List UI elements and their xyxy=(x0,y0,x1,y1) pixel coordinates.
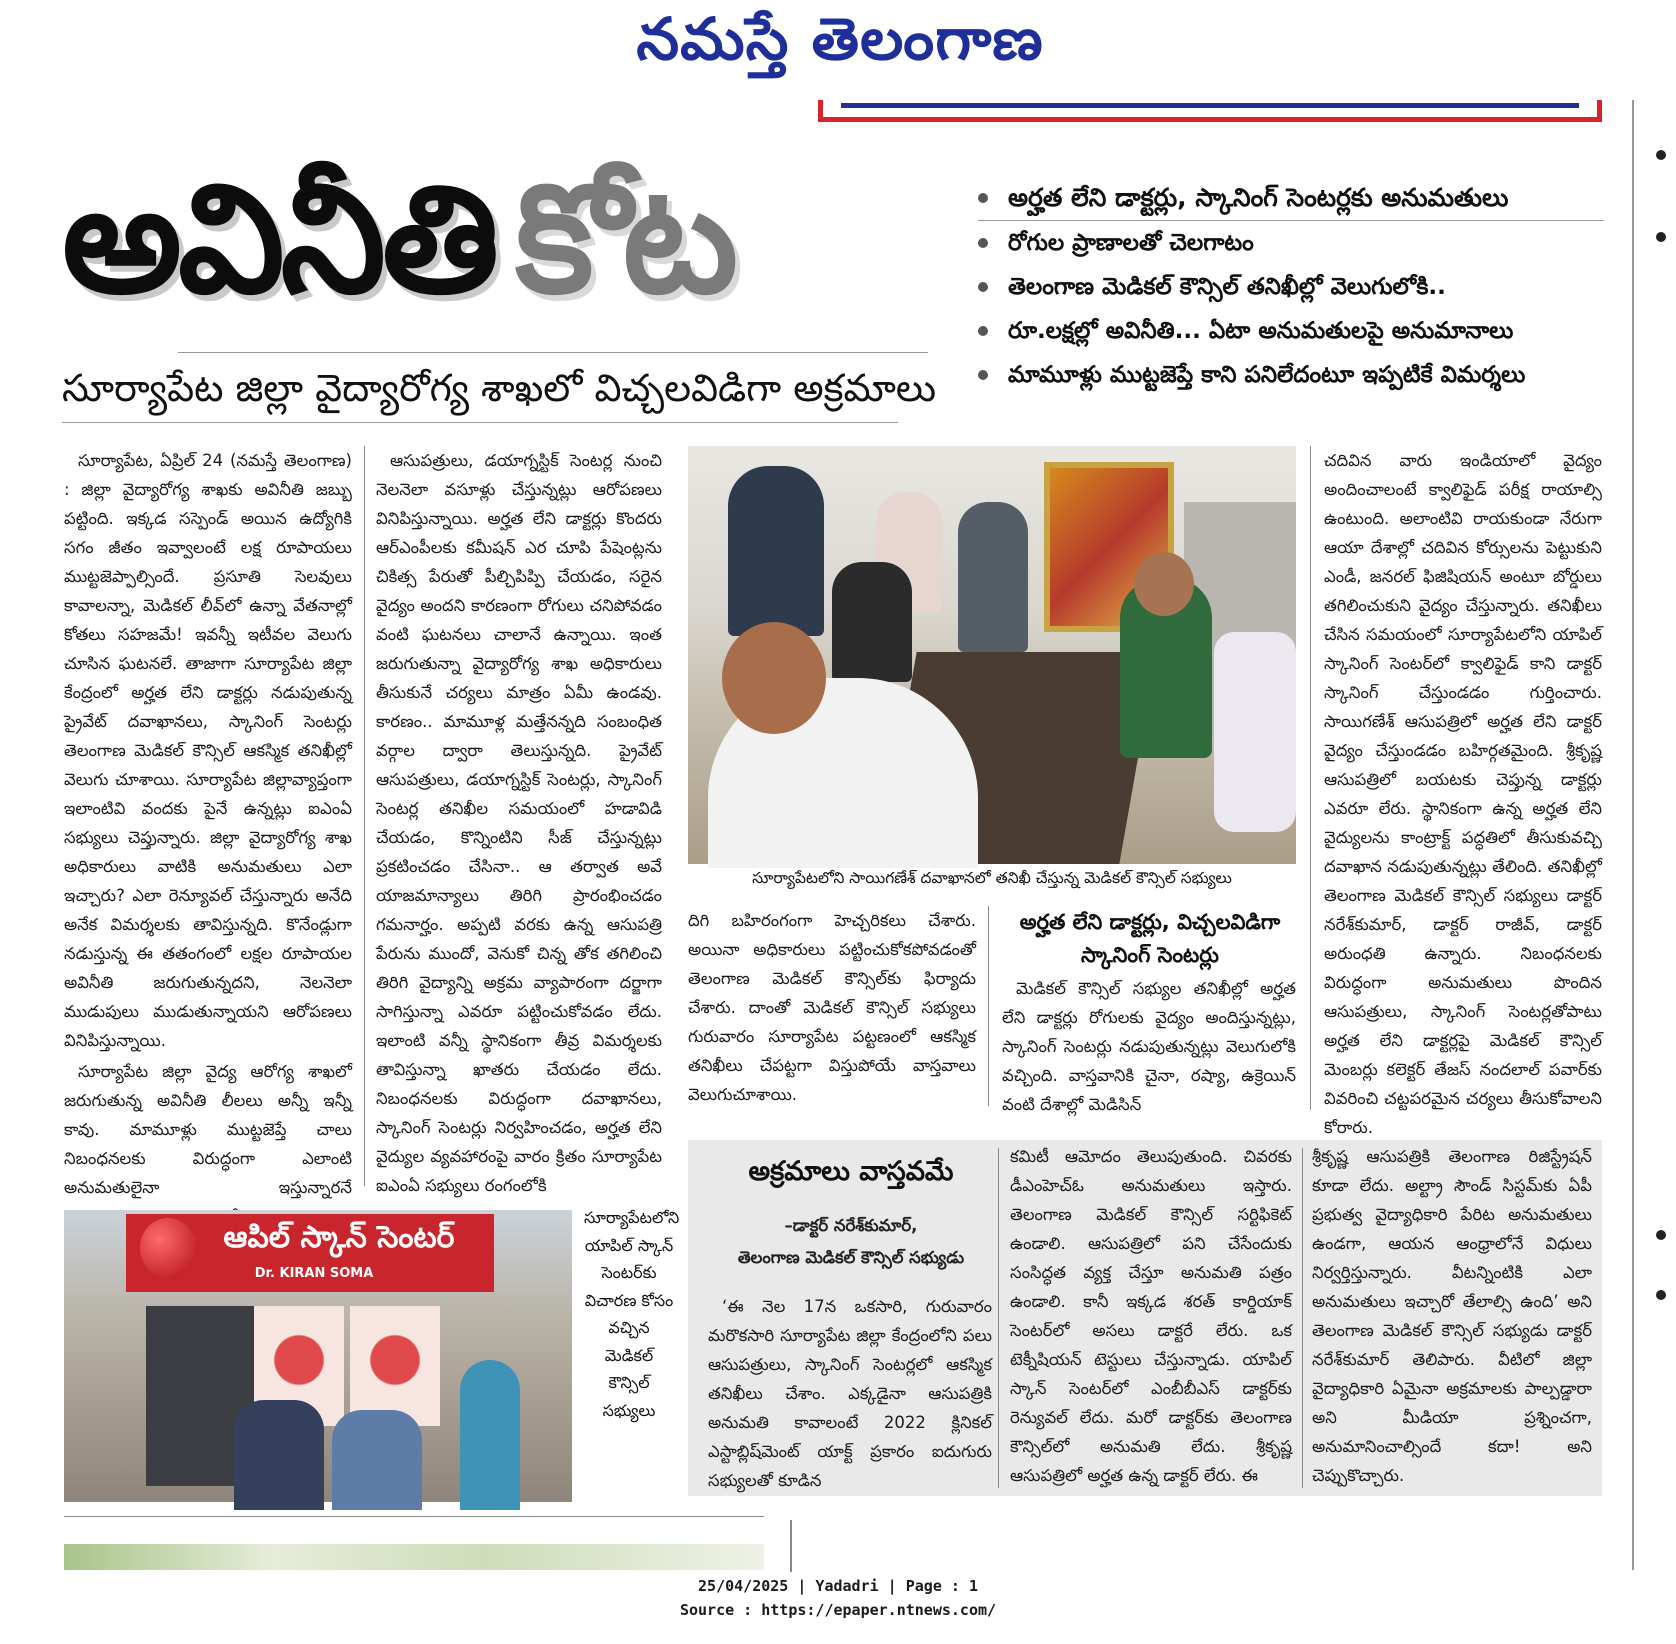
article-paragraph: ‘ఈ నెల 17న ఒకసారి, గురువారం మరొకసారి సూర్యాపేట జిల్లా కేంద్రంలోని పలు ఆసుపత్రులు, స్కానింగ్ సెంటర్లలో ఆకస్మిక తనిఖీలు చేశాం. ఎక్కడైనా ఆసుపత్రికి అనుమతి కావాలంటే 2022 క్లినికల్ ఎస్టాబ్లిష్‌మెంట్ యాక్ట్ ప్రకారం ఐదుగురు సభ్యులతో కూడిన xyxy=(708,1297,992,1490)
photo-caption: సూర్యాపేటలోని యాపిల్ స్కాన్ సెంటర్‌కు విచారణ కోసం వచ్చిన మెడికల్ కౌన్సిల్ సభ్యులు xyxy=(584,1208,680,1420)
column-divider xyxy=(988,906,989,1106)
article-column-4 xyxy=(1002,974,1296,1114)
box-column-1 xyxy=(708,1292,992,1492)
column-divider-right xyxy=(1632,100,1634,1570)
article-paragraph: దిగి బహిరంగంగా హెచ్చరికలు చేశారు. అయినా అధికారులు పట్టించుకోకపోవడంతో తెలంగాణ మెడికల్ కౌన్సిల్‌కు ఫిర్యాదు చేశారు. దాంతో మెడికల్ కౌన్సిల్ సభ్యులు గురువారం సూర్యాపేట పట్టణంలో ఆకస్మిక తనిఖీలు చేపట్టగా విస్తుపోయే వాస్తవాలు వెలుగుచూశాయి. xyxy=(688,911,976,1104)
headline-part-1: అవినీతి xyxy=(62,153,496,327)
subheadline: సూర్యాపేట జిల్లా వైద్యారోగ్య శాఖలో విచ్చలవిడిగా అక్రమాలు xyxy=(62,366,936,410)
bullet-dot-icon xyxy=(1656,1290,1666,1300)
bullet-dot-icon xyxy=(978,326,988,336)
bullet-dot-icon xyxy=(1656,232,1666,242)
subhead-rule-top xyxy=(178,352,928,353)
article-column-1 xyxy=(64,446,352,1197)
box-author-name: –డాక్టర్ నరేశ్‌కుమార్, xyxy=(784,1216,918,1235)
scan-centre-photo xyxy=(64,1210,572,1502)
shop-sign-title: ఆపిల్ స్కాన్ సెంటర్ xyxy=(223,1220,455,1255)
apple-logo-icon xyxy=(140,1218,196,1278)
next-story-headline-cut xyxy=(816,1540,1616,1572)
bullet-item: అర్హత లేని డాక్టర్లు, స్కానింగ్ సెంటర్లకు అనుమతులు xyxy=(978,176,1604,221)
article-paragraph: సూర్యాపేట, ఏప్రిల్ 24 (నమస్తే తెలంగాణ) : జిల్లా వైద్యారోగ్య శాఖకు అవినీతి జబ్బు పట్టింది. ఇక్కడ సస్పెండ్ అయిన ఉద్యోగికి సగం జీతం ఇవ్వాలంటే లక్ష రూపాయలు ముట్టజెప్పాల్సిందే. ప్రసూతి సెలవులు కావాలన్నా, మెడికల్ లీవ్‌లో ఉన్నా వేతనాల్లో కోతలు సహజమే! ఇవన్నీ ఇటీవల వెలుగు చూసిన ఘటనలే. తాజాగా సూర్యాపేట జిల్లా కేంద్రంలో అర్హత లేని డాక్టర్లు నడుపుతున్న ప్రైవేట్ దవాఖానలు, స్కానింగ్ సెంటర్లు తెలంగాణ మెడికల్ కౌన్సిల్ ఆకస్మిక తనిఖీల్లో వెలుగు చూశాయి. సూర్యాపేట జిల్లావ్యాప్తంగా ఇలాంటివి వందకు పైనే ఉన్నట్లు ఐఎంఏ సభ్యులు చెప్తున్నారు. జిల్లా వైద్యారోగ్య శాఖ అధికారులు వాటికి అనుమతులు ఎలా ఇచ్చారు? ఎలా రెన్యూవల్ చేస్తున్నారు అనేది అనేక విమర్శలకు తావిస్తున్నది. కొనేండ్లుగా నడుస్తున్న ఈ తతంగంలో లక్షల రూపాయల అవినీతి జరుగుతున్నదని, నెలనెలా ముడుపులు ముడుతున్నాయని ఆరోపణలు వినిపిస్తున్నాయి. xyxy=(64,451,352,1050)
bullet-item: మామూళ్లు ముట్టజెప్తే కాని పనిలేదంటూ ఇప్పటికే విమర్శలు xyxy=(978,353,1604,397)
box-author-role: తెలంగాణ మెడికల్ కౌన్సిల్ సభ్యుడు xyxy=(737,1248,965,1267)
masthead-rule xyxy=(818,100,1602,122)
section-subheading: అర్హత లేని డాక్టర్లు, విచ్చలవిడిగా స్కానింగ్ సెంటర్లు xyxy=(1019,910,1281,967)
article-column-5 xyxy=(1324,446,1602,1137)
box-author xyxy=(706,1210,996,1274)
bullet-dot-icon xyxy=(978,238,988,248)
page-footer xyxy=(0,1574,1676,1634)
article-paragraph: కమిటీ ఆమోదం తెలుపుతుంది. చివరకు డీఎంహెచ్‌ఓ అనుమతులు ఇస్తారు. తెలంగాణ మెడికల్ కౌన్సిల్ సర్టిఫికెట్ ఉండాలి. ఆసుపత్రిలో పని చేసేందుకు సంసిద్ధత వ్యక్త చేస్తూ అనుమతి పత్రం ఉండాలి. కానీ ఇక్కడ శరత్ కార్డియాక్ సెంటర్‌లో అసలు డాక్టరే లేరు. ఒక టెక్నీషియన్ టెస్టులు చేస్తున్నాడు. యాపిల్ స్కాన్ సెంటర్‌లో ఎంబీబీఎస్ డాక్టర్‌కు రెన్యువల్ లేదు. మరో డాక్టర్‌కు తెలంగాణ కౌన్సిల్‌లో అనుమతి లేదు. శ్రీకృష్ణ ఆసుపత్రిలో అర్హత ఉన్న డాక్టర్ లేరు. ఈ xyxy=(1010,1147,1292,1485)
box-column-3 xyxy=(1312,1142,1592,1492)
next-story-photo-strip xyxy=(64,1544,764,1570)
article-column-2 xyxy=(376,446,662,1195)
column-divider xyxy=(1310,446,1311,1110)
section-rule xyxy=(64,1516,764,1517)
article-paragraph: చదివిన వారు ఇండియాలో వైద్యం అందించాలంటే క్వాలిఫైడ్ పరీక్ష రాయాల్సి ఉంటుంది. అలాంటివి రాయకుండా నేరుగా ఆయా దేశాల్లో చదివిన కోర్సులను పెట్టుకుని ఎండీ, జనరల్ ఫిజిషియన్ అంటూ బోర్డులు తగిలించుకుని వైద్యం చేస్తున్నారు. తనిఖీలు చేసిన సమయంలో సూర్యాపేటలోని యాపిల్ స్కానింగ్ సెంటర్‌లో క్వాలిఫైడ్ కాని డాక్టర్ స్కానింగ్ చేస్తుండడం గుర్తించారు. సాయిగణేశ్ ఆసుపత్రిలో అర్హత లేని డాక్టర్ వైద్యం చేస్తుండడం బహిర్గతమైంది. శ్రీకృష్ణ ఆసుపత్రిలో బయటకు చెప్తున్న డాక్టర్లు ఎవరూ లేరు. స్థానికంగా ఉన్న అర్హత లేని వైద్యులను కాంట్రాక్ట్ పద్ధతిలో తీసుకువచ్చి దవాఖాన నడుపుతున్నట్లు తేలింది. తనిఖీల్లో తెలంగాణ మెడికల్ కౌన్సిల్ సభ్యులు డాక్టర్ నరేశ్‌కుమార్, డాక్టర్ రాజీవ్, డాక్టర్ అరుంధతి ఉన్నారు. నిబంధనలకు విరుద్ధంగా అనుమతులు పొందిన ఆసుపత్రులు, స్కానింగ్ సెంటర్లతోపాటు అర్హత లేని డాక్టర్లపై మెడికల్ కౌన్సిల్ మెంబర్లు కలెక్టర్ తేజస్ నందలాల్ పవార్‌కు వివరించి చట్టపరమైన చర్యలు తీసుకోవాలని కోరారు. xyxy=(1324,451,1602,1137)
headline-part-2: కోట xyxy=(515,153,735,327)
article-paragraph: ఆసుపత్రులు, డయాగ్నస్టిక్ సెంటర్ల నుంచి నెలనెలా వసూళ్లు చేస్తున్నట్లు ఆరోపణలు వినిపిస్తున్నాయి. అర్హత లేని డాక్టర్లు కొందరు ఆర్‌ఎంపీలకు కమీషన్ ఎర చూపి పేషెంట్లను చికిత్స పేరుతో పీల్చిపిప్పి చేయడం, సరైన వైద్యం అందని కారణంగా రోగులు చనిపోవడం వంటి ఘటనలు చాలానే ఉన్నాయి. ఇంత జరుగుతున్నా వైద్యారోగ్య శాఖ అధికారులు తీసుకునే చర్యలు మాత్రం ఏమీ ఉండవు. కారణం.. మామూళ్ల మత్తేనన్నది సంబంధిత వర్గాల ద్వారా తెలుస్తున్నది. ప్రైవేట్ ఆసుపత్రులు, డయాగ్నస్టిక్ సెంటర్లు, స్కానింగ్ సెంటర్ల తనిఖీల సమయంలో హడావిడి చేయడం, కొన్నింటిని సీజ్ చేస్తున్నట్లు ప్రకటించడం చేసినా.. ఆ తర్వాత అవే యాజమాన్యాలు తిరిగి ప్రారంభించడం గమనార్హం. అప్పటి వరకు ఉన్న ఆసుపత్రి పేరును ముందో, వెనుకో చిన్న తోక తగిలించి తిరిగి వైద్యాన్ని అక్రమ వ్యాపారంగా దర్జాగా సాగిస్తున్నా ఎవరూ పట్టించుకోవడం లేదు. ఇలాంటి వన్నీ స్థానికంగా తీవ్ర విమర్శలకు తావిస్తున్నా ఖాతరు చేయడం లేదు. నిబంధనలకు విరుద్ధంగా దవాఖానలు, స్కానింగ్ సెంటర్లు నిర్వహించడం, అర్హత లేని వైద్యుల వ్యవహారంపై వారం క్రితం సూర్యాపేట ఐఎంఏ సభ్యులు రంగంలోకి xyxy=(376,451,662,1195)
box-column-2 xyxy=(1010,1142,1292,1492)
article-paragraph: మెడికల్ కౌన్సిల్ సభ్యుల తనిఖీల్లో అర్హత లేని డాక్టర్లు రోగులకు వైద్యం అందిస్తున్నట్లు, స్కానింగ్ సెంటర్లు నడుపుతున్నట్లు వెలుగులోకి వచ్చింది. వాస్తవానికి చైనా, రష్యా, ఉక్రెయిన్ వంటి దేశాల్లో మెడిసిన్ xyxy=(1002,979,1296,1114)
column-divider xyxy=(998,1148,999,1488)
article-paragraph: శ్రీకృష్ణ ఆసుపత్రికి తెలంగాణ రిజిస్ట్రేషన్ కూడా లేదు. అల్ట్రా సౌండ్ సిస్టమ్‌కు ఏపీ ప్రభుత్వ వైద్యాధికారి పేరిట అనుమతులు ఉండగా, ఆయన ఆంధ్రాలోనే విధులు నిర్వర్తిస్తున్నారు. వీటన్నింటికి ఎలా అనుమతులు ఇచ్చారో తేలాల్సి ఉంది’ అని తెలంగాణ మెడికల్ కౌన్సిల్ సభ్యుడు డాక్టర్ నరేశ్‌కుమార్ తెలిపారు. వీటిలో జిల్లా వైద్యాధికారి ఏమైనా అక్రమాలకు పాల్పడ్డారా అని మీడియా ప్రశ్నించగా, అనుమానించాల్సిందే కదా! అని చెప్పుకొచ్చారు. xyxy=(1312,1147,1592,1485)
bullet-item: రూ.లక్షల్లో అవినీతి... ఏటా అనుమతులపై అనుమానాలు xyxy=(978,309,1604,353)
highlight-bullets xyxy=(978,176,1604,397)
article-column-3 xyxy=(688,906,976,1102)
box-title: అక్రమాలు వాస్తవమే xyxy=(748,1156,954,1187)
masthead-title: నమస్తే తెలంగాణ xyxy=(636,5,1044,73)
headline xyxy=(62,150,962,330)
bullet-dot-icon xyxy=(978,370,988,380)
bullet-dot-icon xyxy=(1656,150,1666,160)
shop-sign-doctor: Dr. KIRAN SOMA xyxy=(254,1266,374,1281)
footer-date-edition: 25/04/2025 | Yadadri | Page : 1 xyxy=(698,1577,978,1595)
column-divider xyxy=(790,1520,792,1572)
footer-source: Source : https://epaper.ntnews.com/ xyxy=(679,1601,997,1619)
inspection-photo xyxy=(688,446,1296,864)
bullet-item: తెలంగాణ మెడికల్ కౌన్సిల్ తనిఖీల్లో వెలుగులోకి.. xyxy=(978,265,1604,309)
photo-caption: సూర్యాపేటలోని సాయిగణేశ్ దవాఖానలో తనిఖీ చేస్తున్న మెడికల్ కౌన్సిల్ సభ్యులు xyxy=(752,869,1232,887)
column-divider xyxy=(1302,1148,1303,1488)
bullet-dot-icon xyxy=(978,193,988,203)
adjacent-column-cut xyxy=(1640,120,1676,1540)
article-paragraph: సూర్యాపేట జిల్లా వైద్య ఆరోగ్య శాఖలో జరుగుతున్న అవినీతి లీలలు అన్నీ ఇన్నీ కావు. మామూళ్లు ముట్టజెప్తే చాలు నిబంధనలకు విరుద్ధంగా ఎలాంటి అనుమతులైనా ఇస్తున్నారనే xyxy=(64,1062,352,1197)
bullet-dot-icon xyxy=(1656,1230,1666,1240)
bullet-dot-icon xyxy=(978,282,988,292)
column-divider xyxy=(364,446,365,1186)
subhead-rule-bottom xyxy=(62,422,898,423)
bullet-item: రోగుల ప్రాణాలతో చెలగాటం xyxy=(978,221,1604,265)
